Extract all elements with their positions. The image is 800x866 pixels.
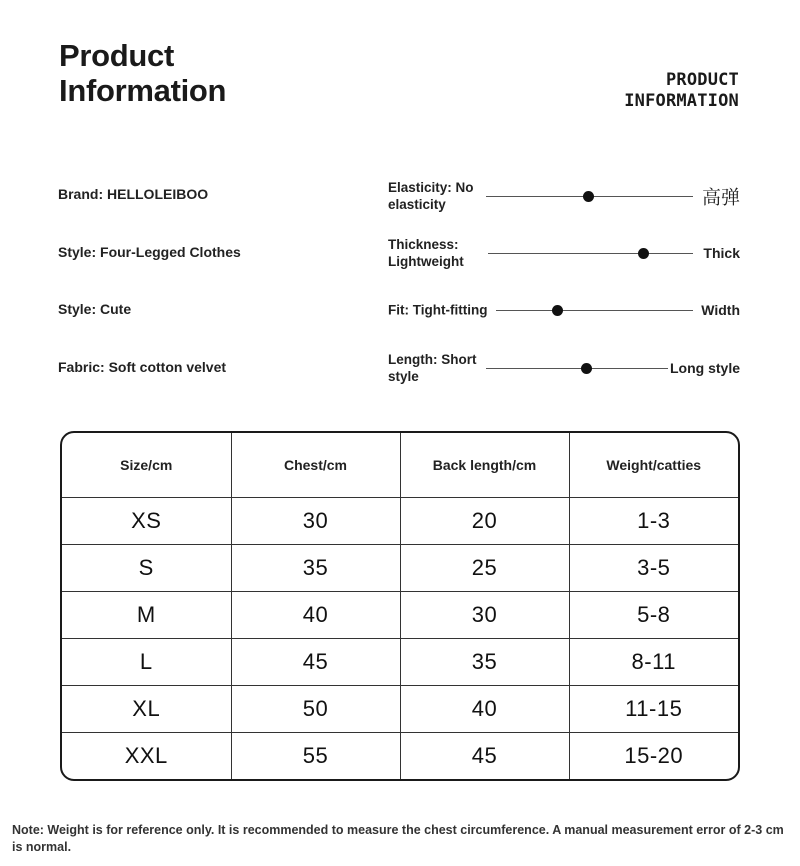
cell-back-length: 25 xyxy=(400,545,569,592)
slider-dot xyxy=(638,248,649,259)
cell-back-length: 35 xyxy=(400,639,569,686)
subtitle-line-1: PRODUCT xyxy=(665,70,739,90)
table-row xyxy=(62,592,738,639)
cell-chest: 40 xyxy=(231,592,400,639)
cell-back-length: 40 xyxy=(400,686,569,733)
slider-left-label: Elasticity: No elasticity xyxy=(388,179,486,213)
table-header-row xyxy=(62,433,738,498)
subtitle-line-2: INFORMATION xyxy=(624,91,739,111)
slider-dot xyxy=(581,363,592,374)
slider-left-label: Fit: Tight-fitting xyxy=(388,302,488,318)
page-subtitle xyxy=(624,70,739,112)
attribute-fabric: Fabric: Soft cotton velvet xyxy=(58,359,227,375)
slider-right-label: Width xyxy=(701,302,740,318)
slider-fit xyxy=(388,290,740,330)
slider-right-label: Long style xyxy=(669,360,740,376)
header-size: Size/cm xyxy=(62,433,231,498)
slider-right-label: Thick xyxy=(703,245,740,261)
cell-weight: 3-5 xyxy=(569,545,738,592)
cell-chest: 35 xyxy=(231,545,400,592)
cell-weight: 1-3 xyxy=(569,498,738,545)
attribute-style-type: Style: Four-Legged Clothes xyxy=(58,244,241,260)
slider-elasticity xyxy=(388,176,740,216)
slider-dot xyxy=(552,305,563,316)
header-weight: Weight/catties xyxy=(569,433,738,498)
cell-size: L xyxy=(62,639,231,686)
table-row xyxy=(62,733,738,779)
cell-weight: 15-20 xyxy=(569,733,738,779)
cell-weight: 8-11 xyxy=(569,639,738,686)
cell-size: XL xyxy=(62,686,231,733)
header-chest: Chest/cm xyxy=(231,433,400,498)
cell-back-length: 30 xyxy=(400,592,569,639)
cell-back-length: 20 xyxy=(400,498,569,545)
footnote: Note: Weight is for reference only. It is recommended to measure the chest circumference. A manual measurement error of 2-3 cm is normal. xyxy=(12,823,784,854)
table-row xyxy=(62,545,738,592)
slider-track xyxy=(488,253,693,254)
title-line-2: Information xyxy=(59,73,227,108)
title-line-1: Product xyxy=(59,38,175,73)
cell-chest: 55 xyxy=(231,733,400,779)
cell-chest: 45 xyxy=(231,639,400,686)
slider-left-label: Length: Short style xyxy=(388,351,486,385)
table-row xyxy=(62,686,738,733)
page-title xyxy=(59,38,226,108)
slider-left-label: Thickness: Lightweight xyxy=(388,236,480,270)
slider-length xyxy=(388,348,740,388)
cell-chest: 50 xyxy=(231,686,400,733)
cell-chest: 30 xyxy=(231,498,400,545)
cell-size: S xyxy=(62,545,231,592)
attribute-brand: Brand: HELLOLEIBOO xyxy=(58,186,209,202)
cell-back-length: 45 xyxy=(400,733,569,779)
cell-size: M xyxy=(62,592,231,639)
attribute-style-look: Style: Cute xyxy=(58,301,132,317)
cell-size: XS xyxy=(62,498,231,545)
size-table xyxy=(60,431,740,781)
slider-right-label: 高弹 xyxy=(700,183,740,210)
table-row xyxy=(62,498,738,545)
slider-dot xyxy=(583,191,594,202)
table-row xyxy=(62,639,738,686)
cell-weight: 11-15 xyxy=(569,686,738,733)
cell-weight: 5-8 xyxy=(569,592,738,639)
header-back-length: Back length/cm xyxy=(400,433,569,498)
cell-size: XXL xyxy=(62,733,231,779)
slider-track xyxy=(496,310,693,311)
slider-thickness xyxy=(388,233,740,273)
